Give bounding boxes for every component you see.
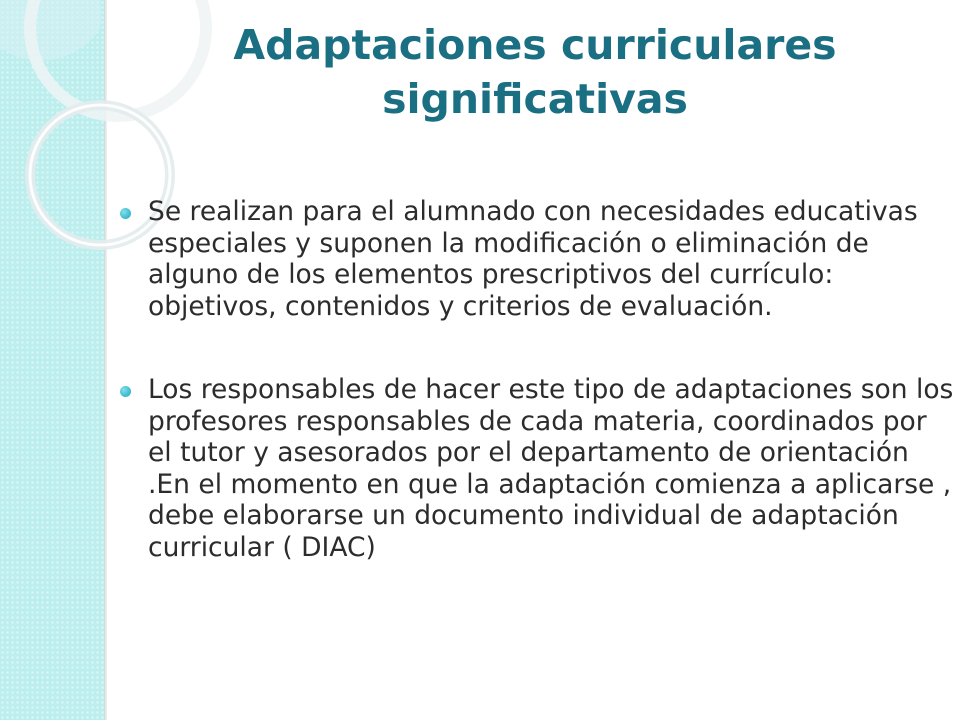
bullet-text: Los responsables de hacer este tipo de adaptaciones son los profesores responsables de cada materia, coordinados por el tutor y asesorados por el departamento de orientación .En el momento en que la adaptación comienza a aplicarse , debe elaborarse un documento individual de adaptación curricular ( DIAC) [148,374,954,563]
bullet-dot-icon [120,386,131,397]
bullet-list [118,196,954,563]
slide-title: Adaptaciones curriculares significativas [233,21,837,123]
bullet-item [118,196,954,322]
bullet-text: Se realizan para el alumnado con necesidades educativas especiales y suponen la modificación o eliminación de alguno de los elementos prescriptivos del currículo: objetivos, contenidos y criterios de evaluación. [148,196,918,322]
bullet-dot-icon [120,208,131,219]
side-band [0,0,104,720]
side-band-edge [104,0,107,720]
bullet-item [118,374,954,563]
